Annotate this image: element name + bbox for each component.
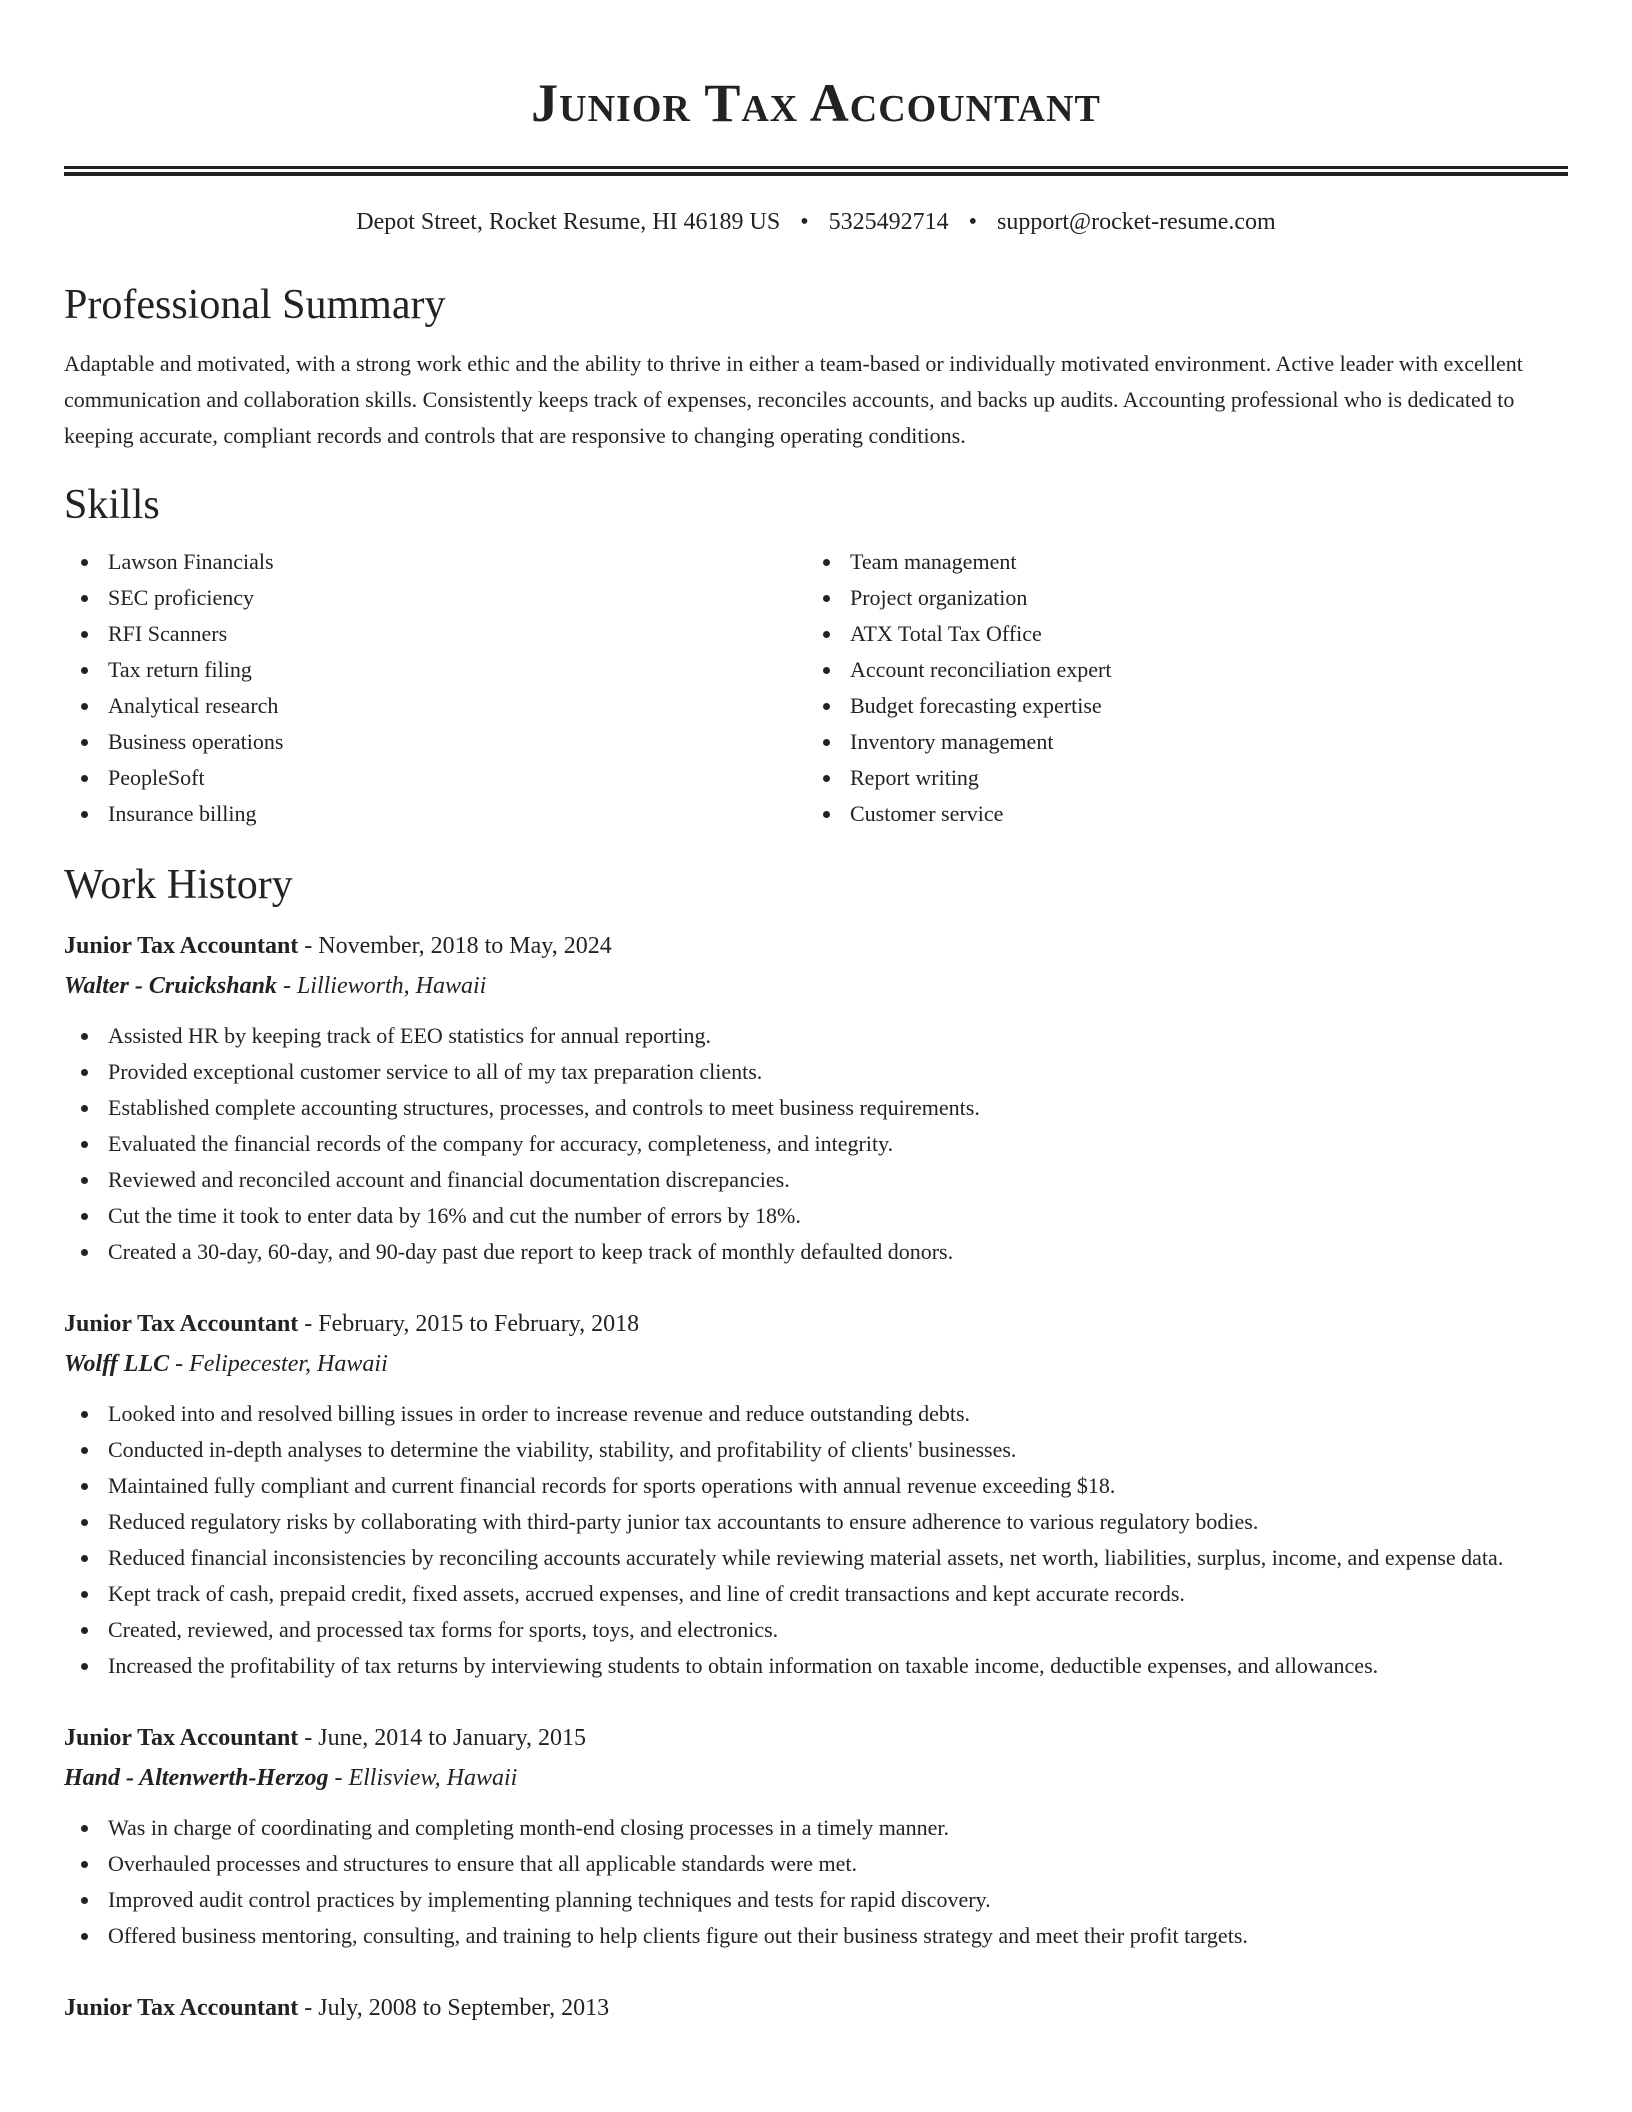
job-dates: June, 2014 to January, 2015 xyxy=(318,1725,587,1751)
skills-list-right xyxy=(806,544,1548,832)
job-bullet: Overhauled processes and structures to ensure that all applicable standards were met. xyxy=(64,1846,1568,1882)
skill-item: Report writing xyxy=(806,760,1548,796)
contact-line xyxy=(64,206,1568,238)
skill-item: SEC proficiency xyxy=(64,580,806,616)
skill-item: Business operations xyxy=(64,724,806,760)
job-dash: - xyxy=(276,973,297,999)
job-bullet: Created, reviewed, and processed tax forms for sports, toys, and electronics. xyxy=(64,1612,1568,1648)
job-title: Junior Tax Accountant xyxy=(64,1725,299,1751)
job-dash: - xyxy=(298,933,319,959)
skill-item: Budget forecasting expertise xyxy=(806,688,1548,724)
job-company: Walter - Cruickshank xyxy=(64,973,277,999)
contact-separator: • xyxy=(968,209,978,235)
job-dash: - xyxy=(298,1311,319,1337)
job-company-line xyxy=(64,1758,1568,1798)
job-entry xyxy=(64,1718,1568,1954)
job-title: Junior Tax Accountant xyxy=(64,1995,299,2021)
work-history-list xyxy=(64,926,1568,2028)
job-bullet: Conducted in-depth analyses to determine the viability, stability, and profitability of clients' businesses. xyxy=(64,1432,1568,1468)
contact-address: Depot Street, Rocket Resume, HI 46189 US xyxy=(356,209,781,235)
job-bullet-list xyxy=(64,1018,1568,1270)
contact-email: support@rocket-resume.com xyxy=(997,209,1276,235)
job-location: Felipecester, Hawaii xyxy=(189,1351,388,1377)
job-heading xyxy=(64,1718,1568,1758)
job-location: Ellisview, Hawaii xyxy=(348,1765,518,1791)
job-bullet: Created a 30-day, 60-day, and 90-day past due report to keep track of monthly defaulted donors. xyxy=(64,1234,1568,1270)
job-entry xyxy=(64,926,1568,1270)
skill-item: Project organization xyxy=(806,580,1548,616)
job-bullet: Reviewed and reconciled account and financial documentation discrepancies. xyxy=(64,1162,1568,1198)
job-dash: - xyxy=(169,1351,190,1377)
job-title: Junior Tax Accountant xyxy=(64,933,299,959)
job-entry xyxy=(64,1988,1568,2028)
skills-list-left xyxy=(64,544,806,832)
work-history-section-title: Work History xyxy=(64,862,293,908)
job-bullet: Established complete accounting structures, processes, and controls to meet business requirements. xyxy=(64,1090,1568,1126)
job-heading xyxy=(64,926,1568,966)
job-bullet: Increased the profitability of tax returns by interviewing students to obtain information on taxable income, deductible expenses, and allowances. xyxy=(64,1648,1568,1684)
job-dash: - xyxy=(298,1725,319,1751)
skill-item: ATX Total Tax Office xyxy=(806,616,1548,652)
skill-item: Account reconciliation expert xyxy=(806,652,1548,688)
job-bullet: Maintained fully compliant and current financial records for sports operations with annual revenue exceeding $18. xyxy=(64,1468,1568,1504)
job-dates: November, 2018 to May, 2024 xyxy=(318,933,612,959)
job-company-line xyxy=(64,966,1568,1006)
skill-item: RFI Scanners xyxy=(64,616,806,652)
summary-section-title: Professional Summary xyxy=(64,282,446,328)
job-entry xyxy=(64,1304,1568,1684)
job-dash: - xyxy=(298,1995,319,2021)
job-company: Wolff LLC xyxy=(64,1351,170,1377)
job-bullet-list xyxy=(64,1810,1568,1954)
job-bullet: Cut the time it took to enter data by 16% and cut the number of errors by 18%. xyxy=(64,1198,1568,1234)
resume-name-heading: Junior Tax Accountant xyxy=(531,73,1101,133)
skill-item: Customer service xyxy=(806,796,1548,832)
job-dates: July, 2008 to September, 2013 xyxy=(318,1995,610,2021)
job-dates: February, 2015 to February, 2018 xyxy=(318,1311,640,1337)
job-dash: - xyxy=(328,1765,349,1791)
job-bullet: Looked into and resolved billing issues in order to increase revenue and reduce outstanding debts. xyxy=(64,1396,1568,1432)
skill-item: Inventory management xyxy=(806,724,1548,760)
job-company-line xyxy=(64,1344,1568,1384)
job-bullet: Kept track of cash, prepaid credit, fixed assets, accrued expenses, and line of credit transactions and kept accurate records. xyxy=(64,1576,1568,1612)
job-bullet: Reduced financial inconsistencies by reconciling accounts accurately while reviewing material assets, net worth, liabilities, surplus, income, and expense data. xyxy=(64,1540,1568,1576)
skills-columns xyxy=(64,544,1568,832)
job-bullet-list xyxy=(64,1396,1568,1684)
job-location: Lillieworth, Hawaii xyxy=(296,973,487,999)
job-bullet: Assisted HR by keeping track of EEO statistics for annual reporting. xyxy=(64,1018,1568,1054)
contact-separator: • xyxy=(800,209,809,235)
summary-text: Adaptable and motivated, with a strong work ethic and the ability to thrive in either a team-based or individually motivated environment. Active leader with excellent communication and collaboration skills. Consistently keeps track of expenses, reconciles accounts, and backs up audits. Accounting professional who is dedicated to keeping accurate, compliant records and controls that are responsive to changing operating conditions. xyxy=(64,351,1523,448)
job-bullet: Provided exceptional customer service to all of my tax preparation clients. xyxy=(64,1054,1568,1090)
job-heading xyxy=(64,1988,1568,2028)
skill-item: Lawson Financials xyxy=(64,544,806,580)
job-bullet: Evaluated the financial records of the company for accuracy, completeness, and integrity. xyxy=(64,1126,1568,1162)
skills-section-title: Skills xyxy=(64,482,160,528)
job-company: Hand - Altenwerth-Herzog xyxy=(64,1765,329,1791)
header-double-rule xyxy=(64,166,1568,176)
skill-item: Analytical research xyxy=(64,688,806,724)
job-bullet: Improved audit control practices by implementing planning techniques and tests for rapid discovery. xyxy=(64,1882,1568,1918)
resume-page xyxy=(64,0,1568,2028)
job-bullet: Was in charge of coordinating and completing month-end closing processes in a timely manner. xyxy=(64,1810,1568,1846)
skill-item: Tax return filing xyxy=(64,652,806,688)
contact-phone: 5325492714 xyxy=(828,209,949,235)
job-bullet: Offered business mentoring, consulting, and training to help clients figure out their business strategy and meet their profit targets. xyxy=(64,1918,1568,1954)
skill-item: PeopleSoft xyxy=(64,760,806,796)
job-title: Junior Tax Accountant xyxy=(64,1311,299,1337)
job-bullet: Reduced regulatory risks by collaborating with third-party junior tax accountants to ensure adherence to various regulatory bodies. xyxy=(64,1504,1568,1540)
job-heading xyxy=(64,1304,1568,1344)
skill-item: Insurance billing xyxy=(64,796,806,832)
skill-item: Team management xyxy=(806,544,1548,580)
